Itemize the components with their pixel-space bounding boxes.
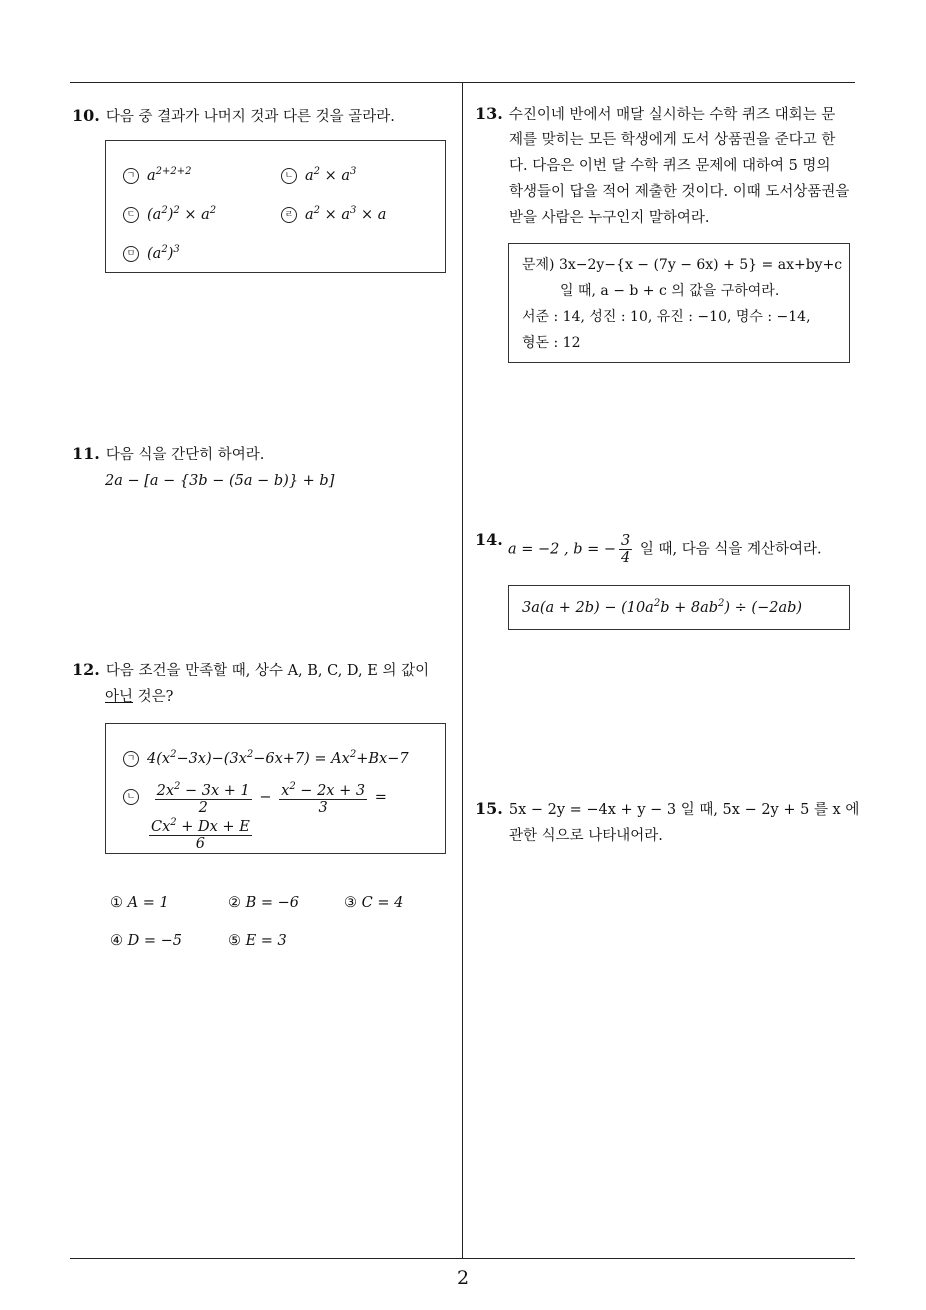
box-line-2: 일 때, a − b + c 의 값을 구하여라.	[560, 283, 780, 299]
fraction-3: $\frac{Cx^2 + Dx + E}{6}$	[151, 817, 250, 852]
choice-expr: $a^2 \times a^3$	[305, 166, 357, 184]
question-number: 13.	[475, 104, 503, 123]
choice-d	[281, 205, 386, 223]
fraction-denominator: 2	[198, 799, 208, 816]
condition-2	[123, 779, 387, 816]
option-4[interactable]	[110, 928, 182, 954]
question-number: 12.	[72, 660, 100, 679]
box-line-3: 서준 : 14, 성진 : 10, 유진 : −10, 명수 : −14,	[522, 309, 811, 325]
option-mark: ④	[110, 933, 123, 949]
box-line-4: 형돈 : 12	[522, 335, 581, 351]
question-number: 10.	[72, 106, 100, 125]
option-5[interactable]	[228, 928, 287, 954]
q14-expression: $3a(a + 2b) - (10a^2b + 8ab^2) \div (-2ab)$	[522, 598, 803, 616]
choice-c	[123, 205, 216, 223]
choice-mark: ㄹ	[281, 207, 297, 223]
option-3[interactable]	[344, 890, 403, 916]
condition-2-rhs	[146, 815, 255, 852]
page-number: 2	[456, 1267, 470, 1289]
question-13-line: 제를 맞히는 모든 학생에게 도서 상품권을 준다고 한	[509, 132, 836, 148]
equals-sign: =	[374, 789, 387, 806]
underlined-word: 아닌	[105, 689, 134, 705]
q10-choice-box	[105, 140, 446, 273]
question-number: 14.	[475, 530, 503, 549]
q14-given: a = −2 , b = −	[508, 541, 617, 558]
box-line-1: 문제) 3x−2y−{x − (7y − 6x) + 5} = ax+by+c	[522, 257, 843, 273]
fraction-denominator: 3	[318, 799, 328, 816]
fraction-denominator: 6	[195, 835, 205, 852]
option-2[interactable]	[228, 890, 299, 916]
question-13-line: 받을 사람은 누구인지 말하여라.	[509, 210, 710, 226]
choice-mark: ㅁ	[123, 246, 139, 262]
q14-expression-box	[508, 585, 850, 630]
question-number: 11.	[72, 444, 100, 463]
question-10	[72, 103, 395, 130]
choice-expr: $a^2 \times a^3 \times a$	[305, 205, 387, 223]
question-14	[475, 530, 509, 549]
question-12	[72, 657, 457, 684]
question-13-line: 다. 다음은 이번 달 수학 퀴즈 문제에 대하여 5 명의	[509, 158, 831, 174]
q13-problem-box	[508, 243, 850, 363]
q14-instruction: 일 때, 다음 식을 계산하여라.	[635, 541, 822, 558]
choice-expr: $(a^2)^3$	[147, 244, 180, 262]
minus-sign: −	[259, 789, 272, 806]
choice-expr: $a^{2+2+2}$	[147, 166, 192, 184]
question-text-rest: 것은?	[133, 689, 174, 705]
question-text-line: 수진이네 반에서 매달 실시하는 수학 퀴즈 대회는 문	[508, 107, 836, 123]
q14-fraction: $\frac{3}{4}$	[621, 533, 631, 566]
condition-mark: ㄱ	[123, 751, 139, 767]
fraction-2: $\frac{x^2 - 2x + 3}{3}$	[281, 781, 366, 816]
condition-1	[123, 749, 409, 767]
question-13	[475, 101, 835, 128]
q11-expression: 2a − [a − {3b − (5a − b)} + b]	[105, 473, 335, 489]
option-mark: ⑤	[228, 933, 241, 949]
option-text: D = −5	[127, 933, 182, 949]
option-text: B = −6	[245, 895, 300, 911]
question-15	[475, 796, 859, 823]
option-mark: ①	[110, 895, 123, 911]
choice-mark: ㄷ	[123, 207, 139, 223]
question-text: 다음 식을 간단히 하여라.	[105, 447, 265, 463]
choice-expr: $(a^2)^2 \times a^2$	[147, 205, 217, 223]
condition-expr: $4(x^2-3x)-(3x^2-6x+7) = Ax^2+Bx-7$	[147, 749, 409, 767]
choice-a	[123, 166, 192, 184]
question-11	[72, 441, 264, 468]
bottom-rule	[70, 1258, 855, 1259]
fraction-1: $\frac{2x^2 - 3x + 1}{2}$	[156, 781, 250, 816]
option-text: C = 4	[361, 895, 404, 911]
question-text: 다음 중 결과가 나머지 것과 다른 것을 골라라.	[105, 109, 395, 125]
question-14-text	[508, 533, 822, 566]
choice-mark: ㄱ	[123, 168, 139, 184]
option-1[interactable]	[110, 890, 169, 916]
choice-e	[123, 244, 180, 262]
q12-condition-box	[105, 723, 446, 854]
choice-b	[281, 166, 356, 184]
column-divider	[462, 83, 463, 1259]
option-mark: ③	[344, 895, 357, 911]
option-text: E = 3	[245, 933, 287, 949]
option-text: A = 1	[127, 895, 169, 911]
choice-mark: ㄴ	[281, 168, 297, 184]
condition-mark: ㄴ	[123, 789, 139, 805]
question-text: 다음 조건을 만족할 때, 상수 A, B, C, D, E 의 값이	[105, 663, 430, 679]
question-text: 5x − 2y = −4x + y − 3 일 때, 5x − 2y + 5 를 x 에	[508, 802, 860, 818]
question-13-line: 학생들이 답을 적어 제출한 것이다. 이때 도서상품권을	[509, 184, 850, 200]
option-mark: ②	[228, 895, 241, 911]
question-12-line2	[105, 684, 173, 710]
question-number: 15.	[475, 799, 503, 818]
question-15-line2: 관한 식으로 나타내어라.	[509, 828, 663, 844]
